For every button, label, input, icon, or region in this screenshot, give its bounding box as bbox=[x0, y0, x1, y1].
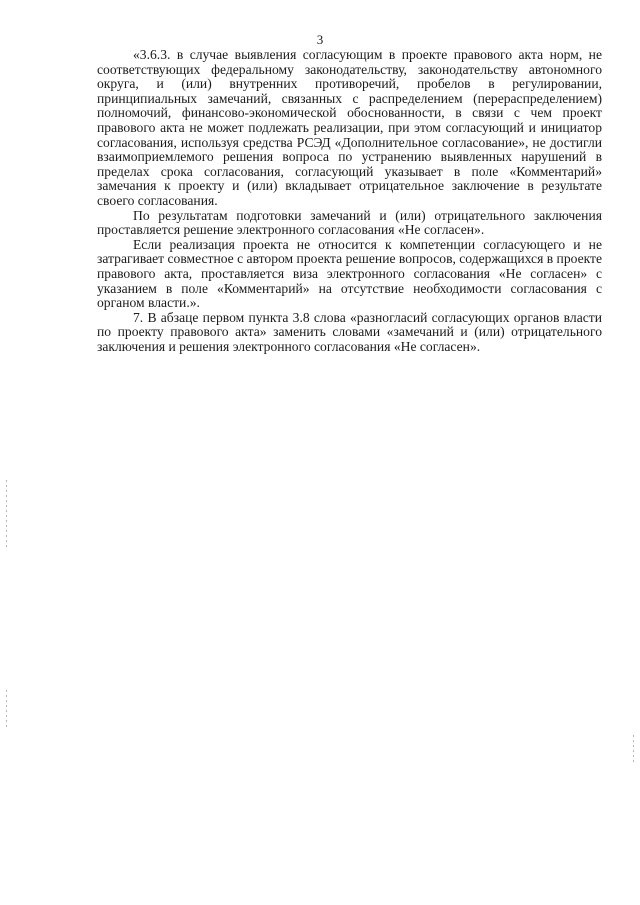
paragraph-competence-visa: Если реализация проекта не относится к компетенции согласующего и не затрагивает совместное с автором проекта решение вопросов, содержащихся в проекте правового акта, проставляется виза электронного согласования «Не согласен» с указанием в поле «Комментарий» на отсутствие необходимости согласования с органом власти.». bbox=[97, 236, 603, 311]
paragraph-3-6-3: «3.6.3. в случае выявления согласующим в проекте правового акта норм, не соответствующих федеральному законодательству, законодательству автономного округа, и (или) внутренних противоречий, пробелов в регулировании, принципиальных замечаний, связанных с распределением (перераспределением) полномочий, финансово-экономической обоснованности, в связи с чем проект правового акта не может подлежать реализации, при этом согласующий и инициатор согласования, используя средства РСЭД «Дополнительное согласование», не достигли взаимоприемлемого решения вопроса по устранению выявленных нарушений в пределах срока согласования, согласующий указывает в поле «Комментарий» замечания к проекту и (или) вкладывает отрицательное заключение в результате своего согласования. bbox=[97, 47, 602, 208]
scan-edge-mark-left-upper bbox=[6, 480, 7, 550]
paragraph-item-7: 7. В абзаце первом пункта 3.8 слова «разногласий согласующих органов власти по проекту правового акта» заменить словами «замечаний и (или) отрицательного заключения и решения электронного согласования «Не согласен». bbox=[97, 309, 602, 354]
paragraph-conclusion-decision: По результатам подготовки замечаний и (или) отрицательного заключения проставляется решение электронного согласования «Не согласен». bbox=[97, 207, 602, 238]
document-body bbox=[97, 48, 602, 354]
scan-edge-mark-left-lower bbox=[6, 690, 7, 730]
scan-edge-mark-right bbox=[633, 735, 634, 765]
page-number: 3 bbox=[316, 32, 324, 47]
